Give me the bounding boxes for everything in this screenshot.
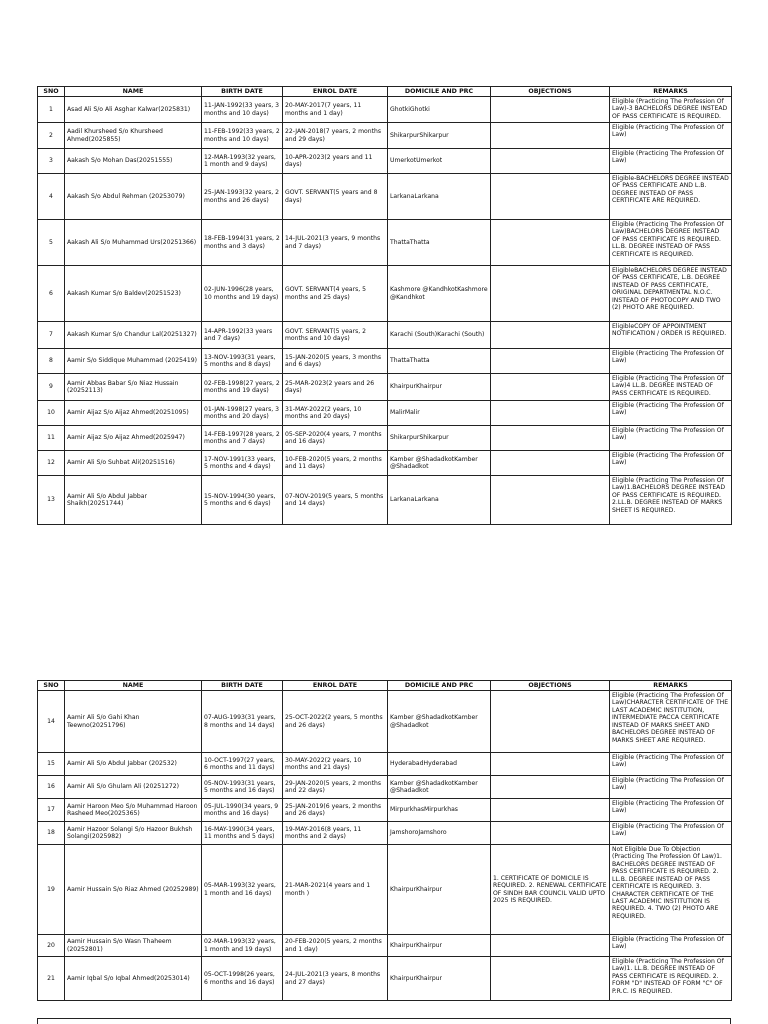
cell-enrol-date: GOVT. SERVANT(5 years and 8 days) bbox=[283, 174, 388, 220]
cell-birth-date: 11-FEB-1992(33 years, 2 months and 10 days) bbox=[202, 123, 283, 149]
cell-name: Aamir Hussain S/o Riaz Ahmed (20252989) bbox=[65, 845, 202, 935]
cell-remarks: Eligible (Practicing The Profession Of Law) bbox=[610, 753, 732, 776]
cell-domicile-prc: HyderabadHyderabad bbox=[388, 753, 491, 776]
table-row bbox=[38, 349, 732, 374]
cell-domicile-prc: Kamber @ShadadkotKamber @Shadadkot bbox=[388, 691, 491, 753]
cell-sno: 10 bbox=[38, 401, 65, 426]
cell-domicile-prc: LarkanaLarkana bbox=[388, 174, 491, 220]
cell-objections bbox=[491, 149, 610, 174]
cell-remarks: Eligible (Practicing The Profession Of Law) bbox=[610, 822, 732, 845]
table-row bbox=[38, 957, 732, 1001]
cell-sno: 15 bbox=[38, 753, 65, 776]
cell-objections bbox=[491, 935, 610, 957]
cell-domicile-prc: ShikarpurShikarpur bbox=[388, 426, 491, 451]
table-row bbox=[38, 374, 732, 401]
cell-birth-date: 14-APR-1992(33 years and 7 days) bbox=[202, 322, 283, 349]
cell-remarks: Eligible (Practicing The Profession Of Law) bbox=[610, 349, 732, 374]
cell-domicile-prc: Kashmore @KandhkotKashmore @Kandhkot bbox=[388, 266, 491, 322]
cell-name: Aakash Kumar S/o Chandur Lal(20251327) bbox=[65, 322, 202, 349]
cell-objections bbox=[491, 691, 610, 753]
cell-name: Aamir Ali S/o Abdul Jabbar (202532) bbox=[65, 753, 202, 776]
cell-objections bbox=[491, 476, 610, 525]
cell-enrol-date: GOVT. SERVANT(5 years, 2 months and 10 days) bbox=[283, 322, 388, 349]
cell-domicile-prc: Karachi (South)Karachi (South) bbox=[388, 322, 491, 349]
header-enrol-date: ENROL DATE bbox=[283, 87, 388, 97]
cell-birth-date: 02-MAR-1993(32 years, 1 month and 19 days) bbox=[202, 935, 283, 957]
table-row bbox=[38, 97, 732, 123]
cell-name: Aakash S/o Mohan Das(20251555) bbox=[65, 149, 202, 174]
cell-objections bbox=[491, 123, 610, 149]
cell-birth-date: 16-MAY-1990(34 years, 11 months and 5 days) bbox=[202, 822, 283, 845]
table-row bbox=[38, 266, 732, 322]
cell-enrol-date: 14-JUL-2021(3 years, 9 months and 7 days) bbox=[283, 220, 388, 266]
cell-name: Aadil Khursheed S/o Khursheed Ahmed(2025855) bbox=[65, 123, 202, 149]
cell-remarks: Eligible (Practicing The Profession Of Law)CHARACTER CERTIFICATE OF THE LAST ACADEMIC INSTITUTION, INTERMEDIATE PACCA CERTIFICATE INSTEAD OF MARKS SHEET AND BACHELORS DEGREE INSTEAD OF MARKS SHEET ARE REQUIRED. bbox=[610, 691, 732, 753]
cell-name: Aamir Hazoor Solangi S/o Hazoor Bukhsh Solangi(2025982) bbox=[65, 822, 202, 845]
cell-domicile-prc: Kamber @ShadadkotKamber @Shadadkot bbox=[388, 451, 491, 476]
cell-remarks: Not Eligible Due To Objection (Practicing The Profession Of Law)1. BACHELORS DEGREE INSTEAD OF PASS CERTIFICATE IS REQUIRED. 2. LL.B. DEGREE INSTEAD OF PASS CERTIFICATE IS REQUIRED. 3. CHARACTER CERTIFICATE OF THE LAST ACADEMIC INSTITUTION IS REQUIRED. 4. TWO (2) PHOTO ARE REQUIRED. bbox=[610, 845, 732, 935]
cell-enrol-date: 22-JAN-2018(7 years, 2 months and 29 days) bbox=[283, 123, 388, 149]
cell-sno: 4 bbox=[38, 174, 65, 220]
cell-objections bbox=[491, 957, 610, 1001]
cell-name: Aamir Aijaz S/o Aijaz Ahmed(2025947) bbox=[65, 426, 202, 451]
cell-remarks: EligibleBACHELORS DEGREE INSTEAD OF PASS CERTIFICATE, L.B. DEGREE INSTEAD OF PASS CERTIFICATE, ORIGINAL DEPARTMENTAL N.O.C. INSTEAD OF PHOTOCOPY AND TWO (2) PHOTO ARE REQUIRED. bbox=[610, 266, 732, 322]
cell-remarks: Eligible (Practicing The Profession Of Law) bbox=[610, 799, 732, 822]
cell-remarks: Eligible-BACHELORS DEGREE INSTEAD OF PASS CERTIFICATE AND L.B. DEGREE INSTEAD OF PASS CERTIFICATE ARE REQUIRED. bbox=[610, 174, 732, 220]
cell-objections bbox=[491, 97, 610, 123]
cell-sno: 2 bbox=[38, 123, 65, 149]
header-sno: SNO bbox=[38, 87, 65, 97]
cell-sno: 7 bbox=[38, 322, 65, 349]
cell-sno: 3 bbox=[38, 149, 65, 174]
cell-birth-date: 05-MAR-1993(32 years, 1 month and 16 days) bbox=[202, 845, 283, 935]
header-birth-date: BIRTH DATE bbox=[202, 87, 283, 97]
table-body-2 bbox=[38, 691, 732, 1001]
cell-domicile-prc: GhotkiGhotki bbox=[388, 97, 491, 123]
cell-sno: 13 bbox=[38, 476, 65, 525]
cell-sno: 17 bbox=[38, 799, 65, 822]
cell-domicile-prc: KhairpurKhairpur bbox=[388, 845, 491, 935]
cell-remarks: Eligible (Practicing The Profession Of Law) bbox=[610, 123, 732, 149]
candidates-table-2 bbox=[37, 680, 732, 1001]
cell-enrol-date: 25-OCT-2022(2 years, 5 months and 26 days) bbox=[283, 691, 388, 753]
cell-enrol-date: 24-JUL-2021(3 years, 8 months and 27 days) bbox=[283, 957, 388, 1001]
cell-remarks: Eligible (Practicing The Profession Of Law) bbox=[610, 776, 732, 799]
cell-birth-date: 02-FEB-1998(27 years, 2 months and 19 days) bbox=[202, 374, 283, 401]
cell-domicile-prc: UmerkotUmerkot bbox=[388, 149, 491, 174]
cell-objections bbox=[491, 174, 610, 220]
table-row bbox=[38, 426, 732, 451]
cell-objections bbox=[491, 349, 610, 374]
cell-name: Asad Ali S/o Ali Asghar Kalwar(2025831) bbox=[65, 97, 202, 123]
cell-name: Aamir Iqbal S/o Iqbal Ahmed(20253014) bbox=[65, 957, 202, 1001]
table-row bbox=[38, 822, 732, 845]
cell-objections bbox=[491, 451, 610, 476]
cell-remarks: Eligible (Practicing The Profession Of Law) bbox=[610, 149, 732, 174]
cell-name: Aamir Aijaz S/o Aijaz Ahmed(20251095) bbox=[65, 401, 202, 426]
cell-objections bbox=[491, 753, 610, 776]
table-body-1 bbox=[38, 97, 732, 525]
cell-name: Aakash Kumar S/o Baldev(20251523) bbox=[65, 266, 202, 322]
cell-sno: 20 bbox=[38, 935, 65, 957]
cell-birth-date: 14-FEB-1997(28 years, 2 months and 7 days) bbox=[202, 426, 283, 451]
cell-enrol-date: 29-JAN-2020(5 years, 2 months and 22 days) bbox=[283, 776, 388, 799]
cell-name: Aamir Ali S/o Suhbat Ali(20251516) bbox=[65, 451, 202, 476]
cell-domicile-prc: Kamber @ShadadkotKamber @Shadadkot bbox=[388, 776, 491, 799]
cell-objections bbox=[491, 374, 610, 401]
table-row bbox=[38, 799, 732, 822]
cell-name: Aakash S/o Abdul Rehman (20253079) bbox=[65, 174, 202, 220]
cell-birth-date: 15-NOV-1994(30 years, 5 months and 6 days) bbox=[202, 476, 283, 525]
table-row bbox=[38, 753, 732, 776]
cell-remarks: Eligible (Practicing The Profession Of Law)1.BACHELORS DEGREE INSTEAD OF PASS CERTIFICATE IS REQUIRED. 2.LL.B. DEGREE INSTEAD OF MARKS SHEET IS REQUIRED. bbox=[610, 476, 732, 525]
header-remarks: REMARKS bbox=[610, 87, 732, 97]
cell-sno: 19 bbox=[38, 845, 65, 935]
cell-enrol-date: 20-FEB-2020(5 years, 2 months and 1 day) bbox=[283, 935, 388, 957]
header-objections: OBJECTIONS bbox=[491, 681, 610, 691]
candidates-table-1 bbox=[37, 86, 732, 525]
cell-remarks: Eligible (Practicing The Profession Of Law)4 LL.B. DEGREE INSTEAD OF PASS CERTIFICATE IS REQUIRED. bbox=[610, 374, 732, 401]
cell-sno: 16 bbox=[38, 776, 65, 799]
table-header-row bbox=[38, 87, 732, 97]
cell-objections bbox=[491, 822, 610, 845]
cell-birth-date: 02-JUN-1996(28 years, 10 months and 19 days) bbox=[202, 266, 283, 322]
cell-birth-date: 01-JAN-1998(27 years, 3 months and 20 days) bbox=[202, 401, 283, 426]
table-row bbox=[38, 123, 732, 149]
table-row bbox=[38, 174, 732, 220]
cell-birth-date: 13-NOV-1993(31 years, 5 months and 8 days) bbox=[202, 349, 283, 374]
table-header-row bbox=[38, 681, 732, 691]
table-row bbox=[38, 845, 732, 935]
cell-name: Aamir S/o Siddique Muhammad (2025419) bbox=[65, 349, 202, 374]
table-row bbox=[38, 401, 732, 426]
cell-domicile-prc: KhairpurKhairpur bbox=[388, 374, 491, 401]
table-row bbox=[38, 322, 732, 349]
table-row bbox=[38, 776, 732, 799]
cell-remarks: Eligible (Practicing The Profession Of Law)BACHELORS DEGREE INSTEAD OF PASS CERTIFICATE IS REQUIRED. LL.B. DEGREE INSTEAD OF PASS CERTIFICATE IS REQUIRED. bbox=[610, 220, 732, 266]
cell-sno: 9 bbox=[38, 374, 65, 401]
header-domicile-prc: DOMICILE AND PRC bbox=[388, 87, 491, 97]
cell-name: Aamir Hussain S/o Wasn Thaheem (20252801) bbox=[65, 935, 202, 957]
header-domicile-prc: DOMICILE AND PRC bbox=[388, 681, 491, 691]
cell-enrol-date: 21-MAR-2021(4 years and 1 month ) bbox=[283, 845, 388, 935]
cell-birth-date: 05-JUL-1990(34 years, 9 months and 16 days) bbox=[202, 799, 283, 822]
cell-domicile-prc: MalirMalir bbox=[388, 401, 491, 426]
cell-objections bbox=[491, 266, 610, 322]
cell-birth-date: 10-OCT-1997(27 years, 6 months and 11 days) bbox=[202, 753, 283, 776]
cell-objections: 1. CERTIFICATE OF DOMICILE IS REQUIRED. 2. RENEWAL CERTIFICATE OF SINDH BAR COUNCIL VALID UPTO 2025 IS REQUIRED. bbox=[491, 845, 610, 935]
cell-sno: 1 bbox=[38, 97, 65, 123]
header-remarks: REMARKS bbox=[610, 681, 732, 691]
cell-objections bbox=[491, 322, 610, 349]
table-row bbox=[38, 149, 732, 174]
cell-enrol-date: 19-MAY-2016(8 years, 11 months and 2 days) bbox=[283, 822, 388, 845]
next-row-border bbox=[37, 1018, 731, 1024]
cell-domicile-prc: KhairpurKhairpur bbox=[388, 935, 491, 957]
cell-enrol-date: 25-MAR-2023(2 years and 26 days) bbox=[283, 374, 388, 401]
header-name: NAME bbox=[65, 87, 202, 97]
cell-sno: 18 bbox=[38, 822, 65, 845]
cell-remarks: EligibleCOPY OF APPOINTMENT NOTIFICATION / ORDER IS REQUIRED. bbox=[610, 322, 732, 349]
cell-domicile-prc: KhairpurKhairpur bbox=[388, 957, 491, 1001]
table-row bbox=[38, 476, 732, 525]
cell-name: Aamir Ali S/o Abdul Jabbar Shaikh(20251744) bbox=[65, 476, 202, 525]
cell-name: Aakash Ali S/o Muhammad Urs(20251366) bbox=[65, 220, 202, 266]
cell-sno: 8 bbox=[38, 349, 65, 374]
cell-remarks: Eligible (Practicing The Profession Of Law) bbox=[610, 401, 732, 426]
cell-objections bbox=[491, 220, 610, 266]
cell-remarks: Eligible (Practicing The Profession Of Law) bbox=[610, 451, 732, 476]
cell-name: Aamir Abbas Babar S/o Niaz Hussain (20252113) bbox=[65, 374, 202, 401]
cell-enrol-date: 20-MAY-2017(7 years, 11 months and 1 day) bbox=[283, 97, 388, 123]
cell-sno: 11 bbox=[38, 426, 65, 451]
header-objections: OBJECTIONS bbox=[491, 87, 610, 97]
table-row bbox=[38, 691, 732, 753]
cell-objections bbox=[491, 426, 610, 451]
cell-birth-date: 17-NOV-1991(33 years, 5 months and 4 days) bbox=[202, 451, 283, 476]
table-row bbox=[38, 220, 732, 266]
cell-domicile-prc: JamshoroJamshoro bbox=[388, 822, 491, 845]
cell-birth-date: 11-JAN-1992(33 years, 3 months and 10 days) bbox=[202, 97, 283, 123]
cell-remarks: Eligible (Practicing The Profession Of Law)-3 BACHELORS DEGREE INSTEAD OF PASS CERTIFICATE IS REQUIRED. bbox=[610, 97, 732, 123]
cell-birth-date: 12-MAR-1993(32 years, 1 month and 9 days) bbox=[202, 149, 283, 174]
cell-domicile-prc: LarkanaLarkana bbox=[388, 476, 491, 525]
cell-birth-date: 25-JAN-1993(32 years, 2 months and 26 days) bbox=[202, 174, 283, 220]
cell-domicile-prc: MirpurkhasMirpurkhas bbox=[388, 799, 491, 822]
cell-sno: 5 bbox=[38, 220, 65, 266]
cell-sno: 21 bbox=[38, 957, 65, 1001]
cell-enrol-date: 07-NOV-2019(5 years, 5 months and 14 days) bbox=[283, 476, 388, 525]
cell-sno: 6 bbox=[38, 266, 65, 322]
cell-enrol-date: 25-JAN-2019(6 years, 2 months and 26 days) bbox=[283, 799, 388, 822]
cell-objections bbox=[491, 776, 610, 799]
cell-enrol-date: GOVT. SERVANT(4 years, 5 months and 25 days) bbox=[283, 266, 388, 322]
cell-name: Aamir Ali S/o Gahi Khan Teewno(20251796) bbox=[65, 691, 202, 753]
cell-objections bbox=[491, 401, 610, 426]
cell-birth-date: 07-AUG-1993(31 years, 8 months and 14 days) bbox=[202, 691, 283, 753]
cell-remarks: Eligible (Practicing The Profession Of Law) bbox=[610, 426, 732, 451]
header-enrol-date: ENROL DATE bbox=[283, 681, 388, 691]
cell-remarks: Eligible (Practicing The Profession Of Law) bbox=[610, 935, 732, 957]
cell-name: Aamir Ali S/o Ghulam Ali (20251272) bbox=[65, 776, 202, 799]
cell-domicile-prc: ThattaThatta bbox=[388, 349, 491, 374]
cell-enrol-date: 10-FEB-2020(5 years, 2 months and 11 days) bbox=[283, 451, 388, 476]
cell-sno: 12 bbox=[38, 451, 65, 476]
cell-enrol-date: 10-APR-2023(2 years and 11 days) bbox=[283, 149, 388, 174]
cell-objections bbox=[491, 799, 610, 822]
cell-enrol-date: 31-MAY-2022(2 years, 10 months and 20 days) bbox=[283, 401, 388, 426]
header-sno: SNO bbox=[38, 681, 65, 691]
cell-name: Aamir Haroon Meo S/o Muhammad Haroon Rasheed Meo(2025365) bbox=[65, 799, 202, 822]
cell-birth-date: 05-OCT-1998(26 years, 6 months and 16 days) bbox=[202, 957, 283, 1001]
cell-sno: 14 bbox=[38, 691, 65, 753]
cell-enrol-date: 05-SEP-2020(4 years, 7 months and 16 days) bbox=[283, 426, 388, 451]
table-row bbox=[38, 935, 732, 957]
cell-domicile-prc: ThattaThatta bbox=[388, 220, 491, 266]
header-birth-date: BIRTH DATE bbox=[202, 681, 283, 691]
cell-birth-date: 05-NOV-1993(31 years, 5 months and 16 days) bbox=[202, 776, 283, 799]
cell-birth-date: 18-FEB-1994(31 years, 2 months and 3 days) bbox=[202, 220, 283, 266]
cell-enrol-date: 15-JAN-2020(5 years, 3 months and 6 days) bbox=[283, 349, 388, 374]
table-row bbox=[38, 451, 732, 476]
cell-remarks: Eligible (Practicing The Profession Of Law)1. LL.B. DEGREE INSTEAD OF PASS CERTIFICATE IS REQUIRED. 2. FORM "D" INSTEAD OF FORM "C" OF P.R.C. IS REQUIRED. bbox=[610, 957, 732, 1001]
cell-enrol-date: 30-MAY-2022(2 years, 10 months and 21 days) bbox=[283, 753, 388, 776]
cell-domicile-prc: ShikarpurShikarpur bbox=[388, 123, 491, 149]
header-name: NAME bbox=[65, 681, 202, 691]
